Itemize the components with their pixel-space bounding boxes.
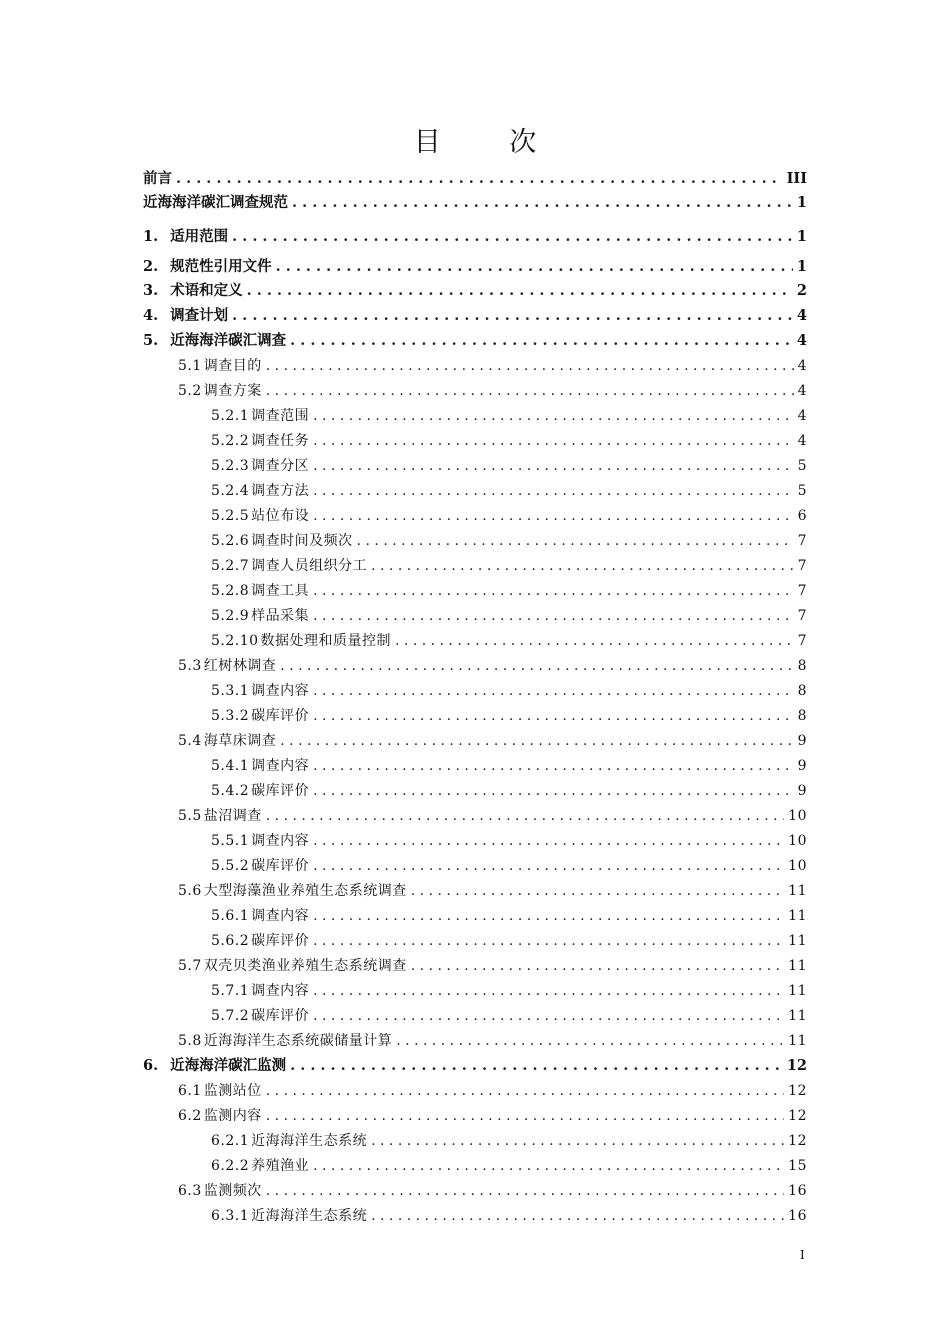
dot-leader [292, 193, 793, 213]
toc-entry-label: 样品采集 [251, 608, 310, 624]
dot-leader [313, 1156, 784, 1176]
toc-entry-page: 16 [788, 1208, 807, 1224]
toc-entry[interactable] [143, 281, 807, 301]
toc-entry[interactable] [211, 556, 807, 576]
toc-entry-page: 7 [797, 633, 807, 649]
toc-entry-number: 6.2 [178, 1108, 202, 1124]
toc-entry[interactable] [211, 631, 807, 651]
toc-entry-label: 调查内容 [251, 908, 310, 924]
toc-entry[interactable] [178, 356, 807, 376]
toc-entry-page: 7 [797, 583, 807, 599]
dot-leader [313, 781, 793, 801]
toc-entry-page: 5 [797, 458, 807, 474]
dot-leader [266, 356, 794, 376]
dot-leader [290, 1056, 783, 1076]
toc-entry-number: 5.2.3 [211, 458, 250, 474]
toc-entry-number: 5.2 [178, 383, 202, 399]
toc-entry[interactable] [211, 581, 807, 601]
toc-entry[interactable] [178, 881, 807, 901]
toc-entry[interactable] [178, 1106, 807, 1126]
dot-leader [313, 931, 784, 951]
toc-entry-label: 碳库评价 [251, 858, 310, 874]
dot-leader [313, 406, 793, 426]
toc-entry-label: 近海海洋生态系统 [251, 1133, 368, 1149]
toc-entry-label: 碳库评价 [251, 708, 310, 724]
toc-entry-label: 适用范围 [170, 228, 229, 245]
toc-entry-label: 近海海洋碳汇监测 [170, 1057, 287, 1074]
toc-entry[interactable] [211, 431, 807, 451]
toc-entry-label: 调查人员组织分工 [251, 558, 368, 574]
toc-entry-number: 6.3 [178, 1183, 202, 1199]
toc-entry[interactable] [143, 306, 807, 326]
toc-entry-label: 调查内容 [251, 683, 310, 699]
toc-entry-label: 调查时间及频次 [251, 533, 353, 549]
toc-entry[interactable] [211, 831, 807, 851]
toc-entry-page: 11 [788, 933, 807, 949]
toc-entry-page: 12 [788, 1083, 807, 1099]
toc-entry-label: 红树林调查 [203, 658, 277, 674]
toc-entry[interactable] [211, 681, 807, 701]
toc-entry-number: 5.4.1 [211, 758, 250, 774]
toc-entry-number: 5.2.6 [211, 533, 250, 549]
toc-entry-label: 调查内容 [251, 758, 310, 774]
dot-leader [247, 281, 793, 301]
toc-entry-label: 调查内容 [251, 833, 310, 849]
toc-entry[interactable] [211, 506, 807, 526]
toc-entry-number: 2. [143, 258, 159, 275]
toc-entry[interactable] [211, 981, 807, 1001]
dot-leader [313, 1006, 784, 1026]
toc-entry-number: 5.2.7 [211, 558, 250, 574]
toc-entry-label: 海草床调查 [203, 733, 277, 749]
toc-entry-label: 养殖渔业 [251, 1158, 310, 1174]
toc-entry[interactable] [143, 193, 807, 213]
dot-leader [411, 881, 784, 901]
toc-entry-label: 术语和定义 [170, 282, 243, 299]
toc-entry[interactable] [211, 531, 807, 551]
dot-leader [396, 1031, 784, 1051]
toc-entry[interactable] [178, 381, 807, 401]
toc-entry-label: 盐沼调查 [203, 808, 262, 824]
toc-entry-page: 5 [797, 483, 807, 499]
dot-leader [232, 306, 793, 326]
toc-entry-number: 5.6.2 [211, 933, 250, 949]
toc-entry-page: 4 [796, 332, 807, 349]
toc-entry-number: 6. [143, 1057, 159, 1074]
toc-entry-label: 近海海洋生态系统 [251, 1208, 368, 1224]
dot-leader [313, 831, 784, 851]
toc-entry-number: 5.6 [178, 883, 202, 899]
toc-entry-label: 调查目的 [203, 358, 262, 374]
toc-entry[interactable] [211, 456, 807, 476]
toc-entry-number: 5.2.9 [211, 608, 250, 624]
dot-leader [232, 227, 793, 247]
toc-entry-number: 5.2.10 [211, 633, 259, 649]
toc-entry[interactable] [178, 1031, 807, 1051]
dot-leader [313, 856, 784, 876]
dot-leader [371, 1131, 784, 1151]
toc-entry-page: 11 [788, 883, 807, 899]
toc-entry-number: 5.5.1 [211, 833, 250, 849]
toc-entry-page: 6 [797, 508, 807, 524]
dot-leader [280, 731, 793, 751]
toc-entry-page: 4 [797, 383, 807, 399]
toc-entry-page: 11 [788, 1033, 807, 1049]
toc-entry[interactable] [143, 257, 807, 277]
toc-entry-page: 7 [797, 608, 807, 624]
toc-entry-number: 5.5 [178, 808, 202, 824]
dot-leader [371, 1206, 784, 1226]
toc-entry-label: 大型海藻渔业养殖生态系统调查 [203, 883, 407, 899]
toc-entry-page: 10 [788, 858, 807, 874]
toc-entry-label: 近海海洋碳汇调查规范 [143, 194, 288, 211]
toc-entry-label: 近海海洋碳汇调查 [170, 332, 287, 349]
toc-entry[interactable] [178, 1181, 807, 1201]
toc-entry-page: 4 [797, 433, 807, 449]
toc-entry-number: 5.2.1 [211, 408, 250, 424]
toc-entry-number: 5.4.2 [211, 783, 250, 799]
toc-entry-page: 9 [797, 783, 807, 799]
toc-entry[interactable] [211, 781, 807, 801]
toc-entry[interactable] [178, 806, 807, 826]
toc-entry-number: 5.7 [178, 958, 202, 974]
toc-entry-label: 调查任务 [251, 433, 310, 449]
toc-entry[interactable] [211, 1006, 807, 1026]
dot-leader [266, 1181, 784, 1201]
toc-entry-number: 5.1 [178, 358, 202, 374]
toc-entry-label: 监测内容 [203, 1108, 262, 1124]
toc-entry[interactable] [143, 1056, 807, 1076]
toc-entry-label: 站位布设 [251, 508, 310, 524]
dot-leader [313, 506, 793, 526]
dot-leader [280, 656, 793, 676]
toc-entry-label: 近海海洋生态系统碳储量计算 [203, 1033, 393, 1049]
toc-entry[interactable] [211, 606, 807, 626]
toc-entry[interactable] [211, 856, 807, 876]
toc-entry-page: 8 [797, 708, 807, 724]
toc-entry-label: 碳库评价 [251, 783, 310, 799]
toc-entry-label: 调查范围 [251, 408, 310, 424]
dot-leader [357, 531, 794, 551]
toc-entry-number: 6.2.2 [211, 1158, 250, 1174]
toc-entry-number: 5.3 [178, 658, 202, 674]
toc-entry-label: 监测站位 [203, 1083, 262, 1099]
toc-entry-number: 5.6.1 [211, 908, 250, 924]
dot-leader [371, 556, 793, 576]
toc-entry-number: 5.2.8 [211, 583, 250, 599]
toc-entry[interactable] [211, 1156, 807, 1176]
toc-entry-label: 调查方法 [251, 483, 310, 499]
toc-entry-number: 6.1 [178, 1083, 202, 1099]
toc-entry-page: 8 [797, 683, 807, 699]
dot-leader [313, 581, 793, 601]
toc-entry-label: 数据处理和质量控制 [260, 633, 392, 649]
dot-leader [313, 456, 793, 476]
toc-entry-number: 4. [143, 307, 159, 324]
toc-entry-label: 调查内容 [251, 983, 310, 999]
toc-entry-label: 碳库评价 [251, 933, 310, 949]
toc-entry-page: 10 [788, 808, 807, 824]
toc-entry-number: 5.5.2 [211, 858, 250, 874]
dot-leader [176, 169, 783, 189]
page-number: I [800, 1248, 805, 1262]
toc-entry-label: 监测频次 [203, 1183, 262, 1199]
toc-entry[interactable] [143, 169, 807, 189]
dot-leader [313, 706, 793, 726]
toc-entry-page: 12 [786, 1057, 807, 1074]
toc-entry-label: 调查方案 [203, 383, 262, 399]
toc-entry-page: 9 [797, 733, 807, 749]
toc-entry-number: 5.7.1 [211, 983, 250, 999]
dot-leader [395, 631, 794, 651]
toc-entry[interactable] [178, 1081, 807, 1101]
dot-leader [313, 431, 793, 451]
toc-entry-label: 碳库评价 [251, 1008, 310, 1024]
toc-entry-label: 调查工具 [251, 583, 310, 599]
toc-entry-page: 7 [797, 533, 807, 549]
toc-entry[interactable] [211, 1131, 807, 1151]
toc-entry-page: 7 [797, 558, 807, 574]
toc-entry-number: 5.2.5 [211, 508, 250, 524]
toc-entry-page: 8 [797, 658, 807, 674]
toc-entry-page: III [786, 170, 807, 187]
toc-entry[interactable] [178, 656, 807, 676]
toc-entry-number: 5.2.4 [211, 483, 250, 499]
toc-entry[interactable] [211, 1206, 807, 1226]
toc-entry-label: 调查计划 [170, 307, 229, 324]
toc-entry[interactable] [211, 906, 807, 926]
toc-entry-label: 双壳贝类渔业养殖生态系统调查 [203, 958, 407, 974]
dot-leader [266, 1081, 784, 1101]
toc-entry-label: 调查分区 [251, 458, 310, 474]
toc-entry-number: 5.3.1 [211, 683, 250, 699]
toc-entry-page: 12 [788, 1133, 807, 1149]
dot-leader [276, 257, 793, 277]
toc-entry-page: 15 [788, 1158, 807, 1174]
toc-entry-page: 2 [796, 282, 807, 299]
toc-entry-page: 1 [796, 228, 807, 245]
toc-entry-page: 10 [788, 833, 807, 849]
dot-leader [313, 606, 793, 626]
dot-leader [266, 806, 784, 826]
dot-leader [313, 481, 793, 501]
page-title: 目 次 [413, 127, 567, 158]
toc-entry-page: 16 [788, 1183, 807, 1199]
toc-entry-number: 6.3.1 [211, 1208, 250, 1224]
toc-entry-number: 5. [143, 332, 159, 349]
toc-entry-page: 4 [797, 408, 807, 424]
toc-entry[interactable] [211, 481, 807, 501]
toc-entry-page: 11 [788, 1008, 807, 1024]
dot-leader [313, 756, 793, 776]
toc-entry-page: 11 [788, 958, 807, 974]
dot-leader [313, 906, 784, 926]
toc-entry[interactable] [211, 406, 807, 426]
toc-entry-page: 11 [788, 983, 807, 999]
toc-entry-number: 6.2.1 [211, 1133, 250, 1149]
toc-entry-page: 4 [797, 358, 807, 374]
toc-entry-page: 12 [788, 1108, 807, 1124]
toc-entry-label: 规范性引用文件 [170, 258, 272, 275]
dot-leader [266, 381, 794, 401]
dot-leader [411, 956, 784, 976]
toc-entry[interactable] [143, 331, 807, 351]
dot-leader [266, 1106, 784, 1126]
toc-entry[interactable] [178, 731, 807, 751]
toc-entry[interactable] [211, 756, 807, 776]
toc-entry[interactable] [143, 227, 807, 247]
toc-entry-page: 11 [788, 908, 807, 924]
toc-entry-page: 9 [797, 758, 807, 774]
toc-entry-number: 5.3.2 [211, 708, 250, 724]
toc-entry-number: 5.8 [178, 1033, 202, 1049]
toc-entry-page: 4 [796, 307, 807, 324]
dot-leader [313, 681, 793, 701]
toc-entry-label: 前言 [143, 170, 172, 187]
toc-entry-page: 1 [796, 258, 807, 275]
toc-entry[interactable] [211, 706, 807, 726]
dot-leader [313, 981, 784, 1001]
toc-entry[interactable] [178, 956, 807, 976]
toc-entry[interactable] [211, 931, 807, 951]
toc-entry-page: 1 [796, 194, 807, 211]
toc-entry-number: 3. [143, 282, 159, 299]
toc-entry-number: 5.2.2 [211, 433, 250, 449]
toc-entry-number: 5.4 [178, 733, 202, 749]
toc-entry-number: 1. [143, 228, 159, 245]
dot-leader [290, 331, 793, 351]
toc-entry-number: 5.7.2 [211, 1008, 250, 1024]
